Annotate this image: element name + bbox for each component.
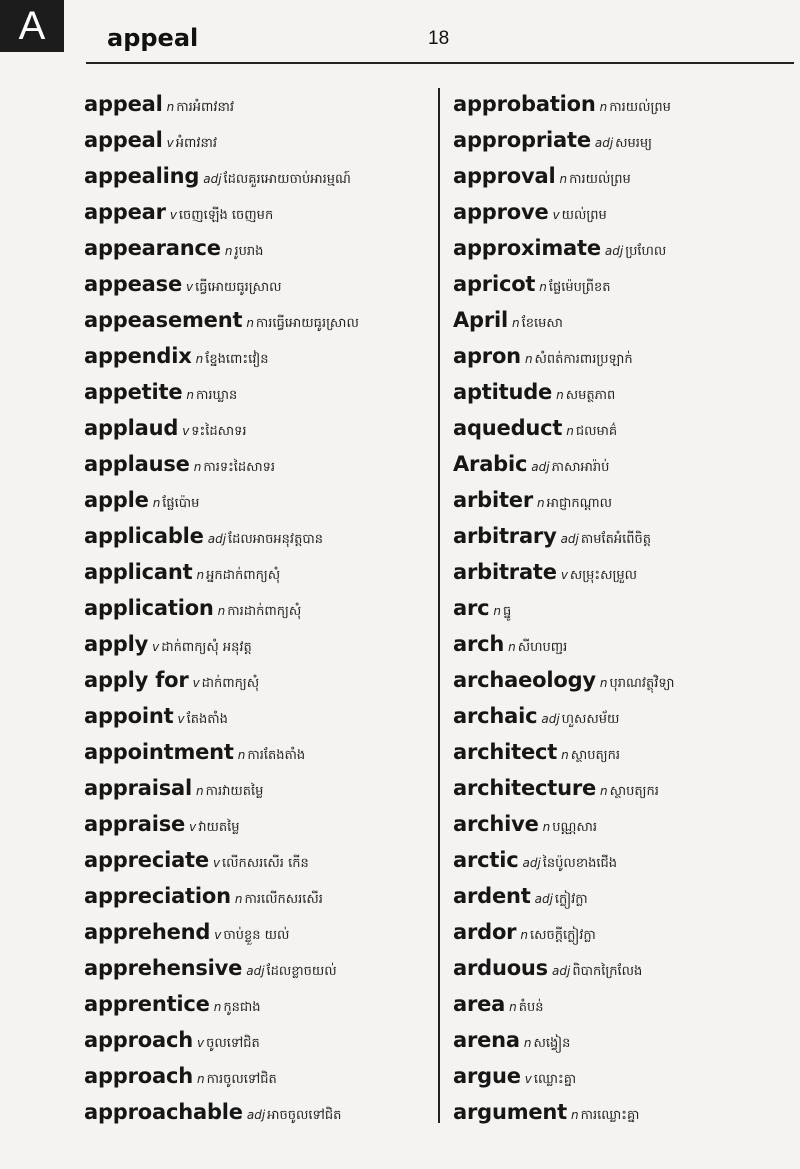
entry-khmer-translation: ដាក់ពាក្យសុំ អនុវត្ត (161, 640, 252, 655)
entry-khmer-translation: តំបន់ (518, 1000, 544, 1015)
entry-headword: archaeology (453, 668, 596, 692)
entry-khmer-translation: ឈ្លោះគ្នា (533, 1072, 577, 1087)
entry-khmer-translation: ការចូលទៅជិត (206, 1072, 277, 1087)
entry-khmer-translation: ភាសាអារ៉ាប់ (551, 460, 610, 475)
entry-part-of-speech: v (212, 856, 221, 870)
dictionary-entry (453, 626, 798, 662)
dictionary-entry (453, 986, 798, 1022)
dictionary-entry (453, 86, 798, 122)
entry-part-of-speech: n (196, 784, 204, 798)
entry-part-of-speech: v (524, 1072, 532, 1086)
entry-headword: apprehend (84, 920, 211, 944)
entry-part-of-speech: adj (560, 532, 579, 546)
entry-part-of-speech: v (189, 820, 197, 834)
entry-part-of-speech: v (186, 280, 194, 294)
entry-part-of-speech: n (195, 352, 204, 366)
entry-khmer-translation: សង្វៀន (533, 1036, 571, 1051)
dictionary-entry (453, 1094, 798, 1130)
entry-part-of-speech: n (537, 496, 545, 510)
entry-khmer-translation: ស្ថាបត្យករ (609, 784, 659, 799)
entry-khmer-translation: ចូលទៅជិត (206, 1036, 260, 1051)
entry-headword: apple (84, 488, 149, 512)
entry-khmer-translation: ការអំពាវនាវ (176, 100, 235, 115)
entry-headword: applaud (84, 416, 179, 440)
entry-khmer-translation: ដែលអាចអនុវត្តបាន (228, 532, 323, 547)
entry-headword: apply for (84, 668, 189, 692)
entry-headword: approach (84, 1064, 193, 1088)
dictionary-entry (453, 842, 798, 878)
dictionary-entry (84, 914, 434, 950)
dictionary-entry (84, 446, 434, 482)
entry-headword: ardor (453, 920, 517, 944)
entry-khmer-translation: ខ្នែងពោះវៀន (205, 352, 269, 367)
entry-part-of-speech: n (166, 100, 175, 114)
dictionary-entry (84, 194, 434, 230)
dictionary-entry (453, 518, 798, 554)
entry-headword: approximate (453, 236, 601, 260)
dictionary-entry (453, 194, 798, 230)
dictionary-entry (84, 482, 434, 518)
entry-part-of-speech: n (152, 496, 161, 510)
dictionary-entry (453, 338, 798, 374)
entry-khmer-translation: ការឃ្លាន (196, 388, 238, 403)
entry-part-of-speech: n (512, 316, 520, 330)
header-rule (86, 62, 794, 64)
entry-khmer-translation: បុរាណវត្ថុវិទ្យា (609, 676, 675, 691)
dictionary-entry (84, 986, 434, 1022)
entry-headword: approval (453, 164, 556, 188)
entry-headword: appeal (84, 128, 163, 152)
entry-headword: applause (84, 452, 190, 476)
entry-khmer-translation: បណ្ណសារ (552, 820, 598, 835)
dictionary-entry (84, 374, 434, 410)
entry-part-of-speech: v (182, 424, 190, 438)
entry-khmer-translation: ធ្វើអោយធូរស្រាល (195, 280, 282, 295)
entry-part-of-speech: n (542, 820, 551, 834)
entry-headword: appraise (84, 812, 186, 836)
dictionary-entry (84, 770, 434, 806)
entry-headword: applicable (84, 524, 204, 548)
entry-khmer-translation: អាចចូលទៅជិត (267, 1108, 342, 1123)
dictionary-entry (84, 590, 434, 626)
entry-part-of-speech: v (552, 208, 560, 222)
entry-part-of-speech: adj (594, 136, 614, 150)
dictionary-entry (453, 446, 798, 482)
dictionary-entry (453, 122, 798, 158)
entry-headword: argument (453, 1100, 568, 1124)
entry-part-of-speech: adj (604, 244, 624, 258)
entry-khmer-translation: ពិបាកក្រៃលែង (572, 964, 643, 979)
entry-khmer-translation: ទះដៃសាទរ (191, 424, 247, 439)
entry-part-of-speech: n (217, 604, 226, 618)
entry-headword: appetite (84, 380, 183, 404)
entry-khmer-translation: សម្រុះសម្រួល (569, 568, 638, 583)
entry-khmer-translation: វាយតម្លៃ (198, 820, 240, 835)
entry-part-of-speech: n (571, 1108, 579, 1122)
entry-khmer-translation: ការលើកសរសើរ (244, 892, 323, 907)
entry-headword: application (84, 596, 214, 620)
entry-headword: arduous (453, 956, 548, 980)
entry-part-of-speech: n (237, 748, 246, 762)
entry-khmer-translation: ចេញឡើង ចេញមក (178, 208, 274, 223)
left-column (84, 86, 434, 1130)
dictionary-entry (84, 158, 434, 194)
dictionary-entry (84, 554, 434, 590)
dictionary-entry (84, 1058, 434, 1094)
entry-part-of-speech: n (539, 280, 547, 294)
entry-khmer-translation: ដែលគួរអោយចាប់អារម្មណ៍ (223, 172, 351, 187)
entry-headword: aqueduct (453, 416, 563, 440)
entry-part-of-speech: n (493, 604, 501, 618)
entry-part-of-speech: n (523, 1036, 532, 1050)
entry-khmer-translation: អាជ្ញាកណ្ដាល (546, 496, 612, 511)
column-divider (438, 88, 440, 1123)
dictionary-entry (84, 698, 434, 734)
entry-khmer-translation: យល់ព្រម (561, 208, 607, 223)
entry-khmer-translation: តាមតែអំពើចិត្ត (580, 532, 652, 547)
entry-khmer-translation: សមរម្យ (615, 136, 653, 151)
dictionary-entry (84, 518, 434, 554)
entry-khmer-translation: ខែមេសា (521, 316, 563, 331)
entry-headword: architecture (453, 776, 597, 800)
entry-part-of-speech: adj (246, 964, 265, 978)
entry-headword: apricot (453, 272, 536, 296)
dictionary-entry (453, 914, 798, 950)
dictionary-entry (453, 770, 798, 806)
dictionary-entry (84, 626, 434, 662)
entry-part-of-speech: v (192, 676, 200, 690)
entry-part-of-speech: n (213, 1000, 222, 1014)
entry-headword: April (453, 308, 509, 332)
entry-headword: approachable (84, 1100, 243, 1124)
entry-khmer-translation: ផ្លែម៉េបព្រីខត (548, 280, 611, 295)
entry-part-of-speech: adj (541, 712, 560, 726)
entry-khmer-translation: រូបរាង (234, 244, 264, 259)
entry-part-of-speech: adj (207, 532, 227, 546)
page-number: 18 (428, 28, 450, 49)
dictionary-entry (453, 230, 798, 266)
right-column (453, 86, 798, 1130)
entry-khmer-translation: ការឈ្លោះគ្នា (580, 1108, 640, 1123)
entry-khmer-translation: ហួសសម័យ (561, 712, 620, 727)
entry-headword: appendix (84, 344, 192, 368)
entry-khmer-translation: ការទះដៃសាទរ (203, 460, 276, 475)
dictionary-entry (453, 950, 798, 986)
entry-headword: arc (453, 596, 490, 620)
entry-khmer-translation: ជលមាគ៌ (575, 424, 618, 439)
entry-headword: Arabic (453, 452, 528, 476)
entry-khmer-translation: ដាក់ពាក្យសុំ (201, 676, 260, 691)
entry-part-of-speech: adj (246, 1108, 266, 1122)
entry-headword: appropriate (453, 128, 591, 152)
dictionary-entry (453, 734, 798, 770)
dictionary-entry (453, 482, 798, 518)
entry-headword: apron (453, 344, 521, 368)
entry-khmer-translation: កូនជាង (223, 1000, 261, 1015)
entry-part-of-speech: n (508, 640, 516, 654)
entry-headword: appointment (84, 740, 234, 764)
dictionary-entry (453, 302, 798, 338)
entry-part-of-speech: n (559, 172, 568, 186)
entry-khmer-translation: ការធ្វើអោយធូរស្រាល (255, 316, 359, 331)
entry-part-of-speech: v (214, 928, 222, 942)
dictionary-entry (453, 1058, 798, 1094)
entry-headword: architect (453, 740, 558, 764)
entry-part-of-speech: n (196, 568, 205, 582)
entry-headword: area (453, 992, 506, 1016)
entry-part-of-speech: n (193, 460, 202, 474)
entry-headword: apprehensive (84, 956, 243, 980)
entry-part-of-speech: n (246, 316, 254, 330)
entry-part-of-speech: n (186, 388, 195, 402)
entry-headword: archive (453, 812, 539, 836)
entry-headword: arctic (453, 848, 519, 872)
entry-headword: appearance (84, 236, 221, 260)
entry-headword: approbation (453, 92, 596, 116)
dictionary-entry (84, 230, 434, 266)
dictionary-entry (453, 374, 798, 410)
section-letter-tab: A (0, 0, 64, 52)
entry-part-of-speech: adj (203, 172, 222, 186)
entry-headword: applicant (84, 560, 193, 584)
dictionary-entry (84, 410, 434, 446)
entry-khmer-translation: សំពត់ការពារប្រឡាក់ (534, 352, 633, 367)
entry-headword: argue (453, 1064, 521, 1088)
entry-part-of-speech: n (234, 892, 243, 906)
entry-khmer-translation: តែងតាំង (186, 712, 228, 727)
entry-part-of-speech: n (224, 244, 233, 258)
entry-khmer-translation: ការយល់ព្រម (609, 100, 671, 115)
entry-part-of-speech: n (561, 748, 569, 762)
entry-headword: approve (453, 200, 549, 224)
entry-khmer-translation: ដែលខ្លាចយល់ (266, 964, 337, 979)
dictionary-entry (84, 122, 434, 158)
dictionary-entry (84, 950, 434, 986)
dictionary-entry (453, 554, 798, 590)
entry-khmer-translation: សេចក្ដីក្លៀវក្លា (529, 928, 596, 943)
entry-headword: apprentice (84, 992, 210, 1016)
entry-headword: appreciate (84, 848, 209, 872)
entry-part-of-speech: n (524, 352, 533, 366)
entry-khmer-translation: អ្នកដាក់ពាក្យសុំ (206, 568, 281, 583)
entry-khmer-translation: អំពាវនាវ (175, 136, 218, 151)
entry-part-of-speech: n (599, 100, 608, 114)
entry-headword: arbiter (453, 488, 533, 512)
entry-part-of-speech: n (566, 424, 574, 438)
entry-headword: apply (84, 632, 149, 656)
entry-headword: approach (84, 1028, 193, 1052)
entry-part-of-speech: adj (522, 856, 541, 870)
entry-part-of-speech: v (166, 136, 174, 150)
entry-headword: appoint (84, 704, 174, 728)
entry-khmer-translation: ប្រហែល (625, 244, 667, 259)
entry-part-of-speech: adj (534, 892, 553, 906)
dictionary-entry (84, 86, 434, 122)
dictionary-entry (453, 878, 798, 914)
entry-khmer-translation: ធ្នូ (503, 604, 512, 619)
entry-headword: appeasement (84, 308, 243, 332)
entry-part-of-speech: n (556, 388, 564, 402)
entry-khmer-translation: សមត្ថភាព (565, 388, 616, 403)
dictionary-entry (453, 410, 798, 446)
entry-khmer-translation: ការដាក់ពាក្យសុំ (227, 604, 302, 619)
guide-word: appeal (107, 24, 199, 52)
entry-headword: archaic (453, 704, 538, 728)
dictionary-entry (84, 1022, 434, 1058)
dictionary-entry (84, 1094, 434, 1130)
dictionary-entry (84, 662, 434, 698)
entry-khmer-translation: ការតែងតាំង (247, 748, 306, 763)
entry-headword: appear (84, 200, 166, 224)
entry-khmer-translation: ចាប់ខ្លួន យល់ (223, 928, 290, 943)
dictionary-entry (84, 806, 434, 842)
dictionary-entry (84, 266, 434, 302)
dictionary-entry (84, 338, 434, 374)
entry-part-of-speech: n (600, 784, 608, 798)
entry-part-of-speech: v (560, 568, 568, 582)
entry-headword: ardent (453, 884, 531, 908)
entry-khmer-translation: សីហបញ្ជរ (517, 640, 568, 655)
entry-khmer-translation: ស្ថាបត្យករ (570, 748, 620, 763)
entry-headword: arena (453, 1028, 520, 1052)
dictionary-entry (453, 662, 798, 698)
dictionary-entry (453, 158, 798, 194)
entry-khmer-translation: ការវាយតម្លៃ (205, 784, 264, 799)
entry-part-of-speech: n (599, 676, 608, 690)
entry-part-of-speech: n (197, 1072, 205, 1086)
dictionary-entry (84, 734, 434, 770)
entry-part-of-speech: n (509, 1000, 517, 1014)
entry-khmer-translation: ការយល់ព្រម (569, 172, 631, 187)
entry-headword: appease (84, 272, 182, 296)
entry-headword: appeal (84, 92, 163, 116)
dictionary-entry (84, 302, 434, 338)
dictionary-entry (84, 878, 434, 914)
dictionary-entry (453, 1022, 798, 1058)
entry-headword: aptitude (453, 380, 553, 404)
entry-headword: arbitrary (453, 524, 557, 548)
dictionary-entry (453, 806, 798, 842)
entry-part-of-speech: adj (531, 460, 550, 474)
entry-khmer-translation: ក្លៀវក្លា (554, 892, 588, 907)
entry-khmer-translation: នៃប៉ូលខាងជើង (542, 856, 618, 871)
entry-headword: arbitrate (453, 560, 557, 584)
entry-part-of-speech: v (152, 640, 160, 654)
dictionary-entry (453, 698, 798, 734)
dictionary-entry (453, 266, 798, 302)
entry-part-of-speech: v (197, 1036, 205, 1050)
dictionary-entry (453, 590, 798, 626)
entry-headword: arch (453, 632, 505, 656)
entry-part-of-speech: v (177, 712, 185, 726)
entry-headword: appraisal (84, 776, 193, 800)
entry-part-of-speech: n (520, 928, 528, 942)
entry-khmer-translation: លើកសរសើរ កើន (222, 856, 309, 871)
dictionary-entry (84, 842, 434, 878)
entry-headword: appreciation (84, 884, 231, 908)
entry-part-of-speech: v (169, 208, 177, 222)
entry-part-of-speech: adj (552, 964, 571, 978)
entry-headword: appealing (84, 164, 200, 188)
entry-khmer-translation: ផ្លែប៉ោម (162, 496, 200, 511)
